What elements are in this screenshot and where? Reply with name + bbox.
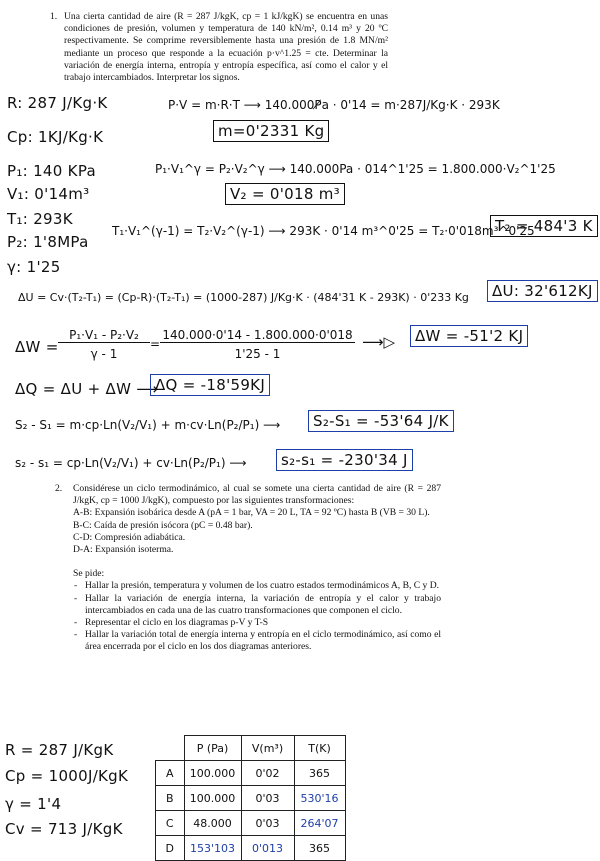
result-ds: S₂-S₁ = -53'64 J/K — [308, 410, 454, 432]
data-gamma: γ = 1'4 — [5, 795, 62, 813]
temperature-cell: 264'07 — [294, 811, 345, 836]
state-label: A — [156, 761, 185, 786]
result-specific-ds: s₂-s₁ = -230'34 J — [276, 449, 413, 471]
data-p1: P₁: 140 KPa — [7, 162, 96, 180]
result-dw: ΔW = -51'2 KJ — [410, 325, 528, 347]
result-mass: m=0'2331 Kg — [213, 120, 329, 142]
result-du: ΔU: 32'612KJ — [487, 280, 598, 302]
table-row — [156, 836, 346, 861]
state-label: D — [156, 836, 185, 861]
state-table — [155, 735, 346, 861]
equation-dw-numerator: P₁·V₁ - P₂·V₂ — [58, 328, 150, 343]
transformation-cd: C-D: Compresión adiabática. — [73, 531, 186, 543]
equation-ds: S₂ - S₁ = m·cp·Ln(V₂/V₁) + m·cv·Ln(P₂/P₁) ⟶ — [15, 418, 281, 432]
table-header: V(m³) — [241, 736, 294, 761]
equation-v2: P₁·V₁^γ = P₂·V₂^γ ⟶ 140.000Pa · 014^1'25 = 1.800.000·V₂^1'25 — [155, 162, 556, 176]
data-cv: Cv = 713 J/KgK — [5, 820, 123, 838]
pressure-cell: 100.000 — [184, 761, 241, 786]
equation-equals: = — [150, 337, 161, 351]
task-item: - Hallar la variación total de energía interna y entropía en el ciclo termodinámico, así como el área encerrada por el ciclo en los dos diagramas anteriores. — [85, 629, 441, 653]
equation-dq: ΔQ = ΔU + ΔW ⟶ — [15, 380, 159, 398]
equation-t2: T₁·V₁^(γ-1) = T₂·V₂^(γ-1) ⟶ 293K · 0'14 m³^0'25 = T₂·0'018m³^0'25 — [112, 224, 535, 238]
arrow-icon: ⟶▷ — [362, 333, 396, 351]
table-header: T(K) — [294, 736, 345, 761]
task-item: - Representar el ciclo en los diagramas p-V y T-S — [85, 617, 441, 629]
table-row — [156, 786, 346, 811]
data-cp: Cp: 1KJ/Kg·K — [7, 128, 104, 146]
data-r: R = 287 J/KgK — [5, 741, 114, 759]
transformation-ab: A-B: Expansión isobárica desde A (pA = 1 bar, VA = 20 L, TA = 92 ºC) hasta B (VB = 30 L). — [73, 507, 430, 519]
equation-dw-numerator-values: 140.000·0'14 - 1.800.000·0'018 — [160, 328, 355, 343]
result-v2: V₂ = 0'018 m³ — [225, 183, 345, 205]
table-header-row — [156, 736, 346, 761]
table-row — [156, 811, 346, 836]
equation-dw-label: ΔW = — [15, 338, 59, 356]
result-t2: T₂ = 484'3 K — [490, 215, 598, 237]
data-r: R: 287 J/Kg·K — [7, 94, 108, 112]
problem-intro: Considérese un ciclo termodinámico, al cual se somete una cierta cantidad de aire (R = 287 J/kgK, cp = 1000 J/kgK), compuesto por las siguientes transformaciones: — [73, 483, 441, 507]
problem-number: 2. — [55, 483, 63, 494]
temperature-cell: 365 — [294, 761, 345, 786]
data-cp: Cp = 1000J/KgK — [5, 767, 129, 785]
task-item: - Hallar la variación de energía interna, la variación de entropía y el calor y trabajo intercambiados en cada una de las cuatro transformaciones que componen el ciclo. — [85, 593, 441, 617]
temperature-cell: 530'16 — [294, 786, 345, 811]
volume-cell: 0'03 — [241, 811, 294, 836]
table-row — [156, 761, 346, 786]
data-t1: T₁: 293K — [7, 210, 73, 228]
data-v1: V₁: 0'14m³ — [7, 185, 90, 203]
pressure-cell: 48.000 — [184, 811, 241, 836]
data-gamma: γ: 1'25 — [7, 258, 61, 276]
table-header — [156, 736, 185, 761]
pressure-cell: 100.000 — [184, 786, 241, 811]
equation-mass: P·V = m·R·T ⟶ 140.000P̸a · 0'14 = m·287J/Kg·K · 293K — [168, 98, 500, 112]
volume-cell: 0'013 — [241, 836, 294, 861]
state-label: B — [156, 786, 185, 811]
result-dq: ΔQ = -18'59KJ — [150, 374, 270, 396]
transformation-da: D-A: Expansión isoterma. — [73, 544, 174, 556]
problem-statement: Una cierta cantidad de aire (R = 287 J/kgK, cp = 1 kJ/kgK) se encuentra en unas condiciones de presión, volumen y temperatura de 140 kN/m², 0.14 m³ y 20 ºC respectivamente. Se comprime reversiblemente hasta una presión de 1.8 MN/m² mediante un proceso que responde a la ecuación p·v^1.25 = cte. Determinar la variación de energía interna, entropía y entropía específica, así como el calor y el trabajo intercambiados. Interpretar los signos. — [64, 11, 388, 84]
pressure-cell: 153'103 — [184, 836, 241, 861]
state-label: C — [156, 811, 185, 836]
volume-cell: 0'02 — [241, 761, 294, 786]
problem-statement — [73, 483, 441, 654]
temperature-cell: 365 — [294, 836, 345, 861]
problem-number: 1. — [50, 11, 58, 22]
table-header: P (Pa) — [184, 736, 241, 761]
tasks-heading: Se pide: — [73, 568, 105, 580]
transformation-bc: B-C: Caída de presión isócora (pC = 0.48 bar). — [73, 519, 253, 531]
data-p2: P₂: 1'8MPa — [7, 233, 89, 251]
task-item: - Hallar la presión, temperatura y volumen de los cuatro estados termodinámicos A, B, C y D. — [85, 580, 441, 592]
equation-du: ΔU = Cv·(T₂-T₁) = (Cp-R)·(T₂-T₁) = (1000-287) J/Kg·K · (484'31 K - 293K) · 0'233 Kg — [18, 291, 469, 304]
task-list — [73, 580, 441, 653]
equation-dw-denominator: γ - 1 — [90, 347, 118, 361]
equation-dw-denominator-values: 1'25 - 1 — [234, 347, 281, 361]
equation-specific-ds: s₂ - s₁ = cp·Ln(V₂/V₁) + cv·Ln(P₂/P₁) ⟶ — [15, 456, 247, 470]
volume-cell: 0'03 — [241, 786, 294, 811]
